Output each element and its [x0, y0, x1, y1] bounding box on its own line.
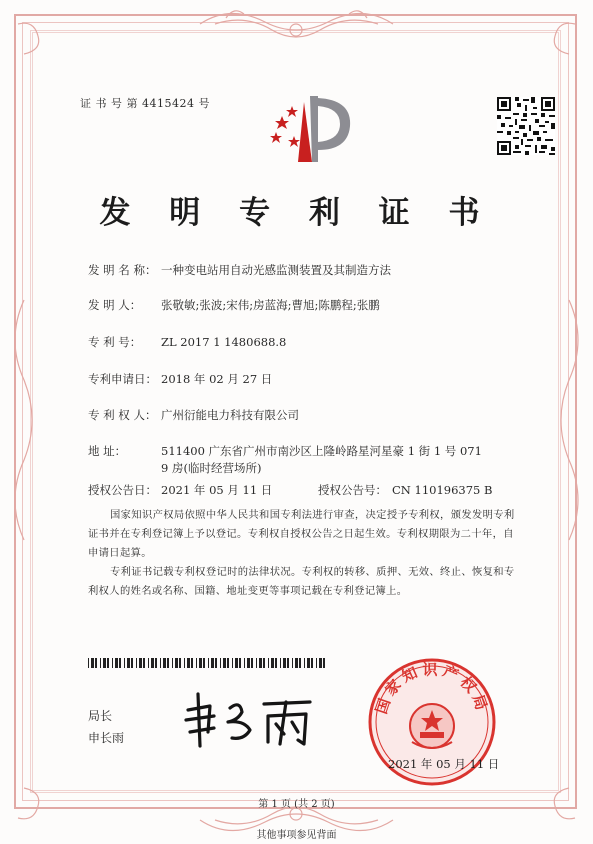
- director-name: 申长雨: [88, 731, 125, 745]
- cnipa-logo-icon: [268, 92, 354, 166]
- announcement-date-value: 2021 年 05 月 11 日: [161, 483, 273, 497]
- patent-number-label: 专 利 号：: [88, 335, 142, 349]
- address-line-1: 511400 广东省广州市南沙区上隆岭路星河星豪 1 街 1 号 071: [161, 444, 482, 458]
- handwritten-signature: [180, 690, 320, 750]
- filing-date-value: 2018 年 02 月 27 日: [161, 372, 273, 386]
- body-paragraph-1-line-1: 国家知识产权局依照中华人民共和国专利法进行审查，决定授予专利权，颁发发明专利: [110, 509, 515, 521]
- footer-note: 其他事项参见背面: [256, 830, 337, 841]
- announcement-number-label: 授权公告号：: [318, 483, 387, 497]
- patent-number-value: ZL 2017 1 1480688.8: [161, 335, 287, 349]
- right-ornament: [561, 300, 578, 540]
- body-paragraph-1-line-2: 证书并在专利登记簿上予以登记。专利权自授权公告之日起生效。专利权期限为二十年，自: [88, 528, 514, 540]
- body-paragraph-1-line-3: 申请日起算。: [88, 547, 152, 559]
- announcement-number-value: CN 110196375 B: [392, 483, 493, 497]
- patentee-label: 专 利 权 人：: [88, 408, 157, 422]
- invention-name-value: 一种变电站用自动光感监测装置及其制造方法: [161, 263, 391, 277]
- address-label: 地 址：: [88, 444, 127, 458]
- top-ornament: [200, 13, 393, 30]
- filing-date-label: 专利申请日：: [88, 372, 157, 386]
- certificate-number: 证 书 号 第 4415424 号: [80, 97, 210, 110]
- body-paragraph-2-line-2: 利权人的姓名或名称、国籍、地址变更等事项记载在专利登记簿上。: [88, 585, 408, 597]
- inventors-value: 张敬敏;张波;宋伟;房蓝海;曹旭;陈鹏程;张鹏: [161, 298, 380, 312]
- announcement-date-label: 授权公告日：: [88, 483, 157, 497]
- qr-code-icon: [497, 97, 555, 155]
- invention-name-label: 发 明 名 称：: [88, 263, 157, 277]
- page-indicator: 第 1 页 (共 2 页): [258, 799, 335, 810]
- inventors-label: 发 明 人：: [88, 298, 142, 312]
- page-title: 发 明 专 利 证 书: [99, 195, 494, 231]
- left-ornament: [15, 300, 32, 540]
- body-paragraph-2-line-1: 专利证书记载专利权登记时的法律状况。专利权的转移、质押、无效、终止、恢复和专: [110, 566, 515, 578]
- patentee-value: 广州衍能电力科技有限公司: [161, 408, 299, 422]
- director-title: 局长: [88, 709, 113, 723]
- seal-text: 国家知识产权局: [372, 660, 492, 717]
- barcode-icon: [88, 658, 328, 668]
- address-line-2: 9 房(临时经营场所): [161, 461, 262, 475]
- national-emblem-icon: [410, 704, 454, 748]
- seal-date: 2021 年 05 月 11 日: [388, 757, 500, 771]
